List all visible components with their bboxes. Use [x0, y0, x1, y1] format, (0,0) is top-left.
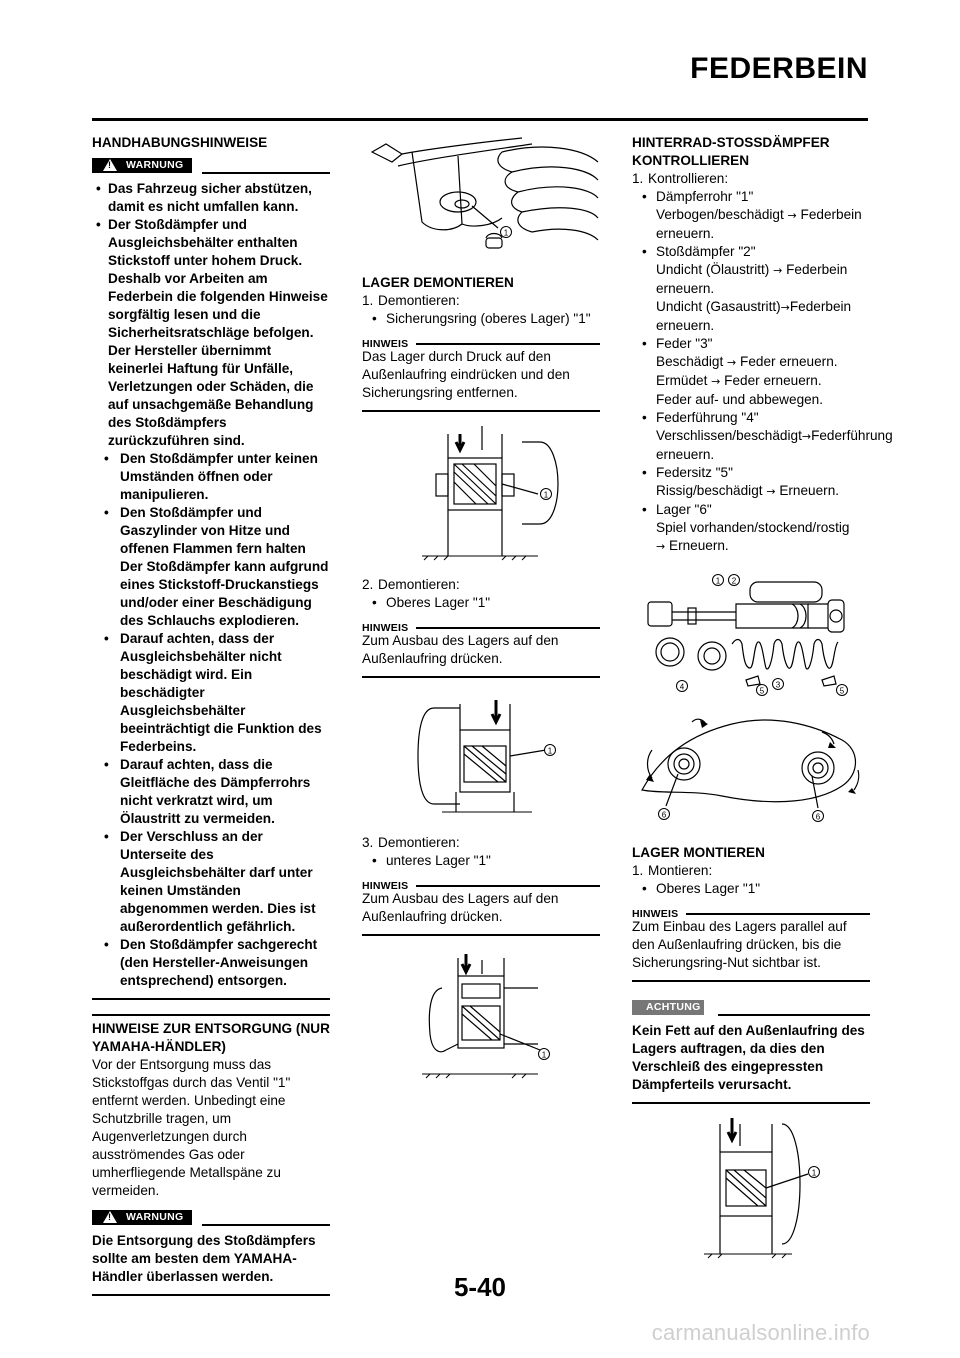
note-end-rule [362, 410, 600, 412]
step-1-item: • Sicherungsring (oberes Lager) "1" [362, 310, 600, 328]
note-end-rule [632, 980, 870, 982]
check-item: • Stoßdämpfer "2" [632, 243, 870, 261]
step-number: 3. [362, 835, 374, 850]
note-bar [362, 876, 600, 890]
page-number: 5-40 [453, 1272, 507, 1302]
disposal-title: HINWEISE ZUR ENTSORGUNG (NUR YAMAHA-HÄNDLER) [92, 1021, 330, 1054]
install-step [632, 862, 870, 880]
warning-label: WARNUNG [126, 1211, 184, 1223]
check-result: → Erneuern. [656, 538, 729, 553]
callout-1: 1 [543, 490, 549, 500]
warning-item: • Das Fahrzeug sicher abstützen, damit es nicht umfallen kann. [92, 180, 330, 216]
callout-6: 6 [661, 810, 667, 820]
check-result: Verbogen/beschädigt → Federbein erneuern. [656, 207, 862, 241]
note-label: HINWEIS [362, 622, 409, 634]
callout-5: 5 [759, 686, 765, 696]
callout-4: 4 [679, 682, 685, 692]
caution-badge [632, 1000, 704, 1015]
callout-3: 3 [775, 680, 781, 690]
callout-6: 6 [815, 812, 821, 822]
note-end-rule [362, 676, 600, 678]
check-result: Rissig/beschädigt → Erneuern. [656, 483, 840, 498]
check-step [632, 170, 870, 188]
right-arrow-icon: → [801, 430, 812, 443]
disposal-text: Vor der Entsorgung muss das Stickstoffgas durch das Ventil "1" entfernt werden. Unbedingt eine Schutzbrille tragen, um Augenverletzungen durch ausströmendes Gas oder umherfliegende Metallspäne zu vermeiden. [92, 1057, 291, 1198]
note-1: Das Lager durch Druck auf den Außenlaufring eindrücken und den Sicherungsring entfernen. [362, 349, 570, 400]
column-3 [632, 132, 893, 1264]
column-2 [362, 132, 600, 1084]
step-number: 1. [362, 293, 374, 308]
bearing-figure-3 [362, 954, 600, 1084]
check-title: HINTERRAD-STOSSDÄMPFER KONTROLLIEREN [632, 135, 830, 168]
check-result: Undicht (Ölaustritt) → Federbein erneuern. [656, 262, 848, 296]
check-item: • Federsitz "5" [632, 464, 870, 482]
callout-1: 1 [541, 1050, 547, 1060]
right-arrow-icon: → [780, 301, 790, 314]
column-1 [92, 132, 330, 1296]
check-item: • Dämpferrohr "1" [632, 188, 870, 206]
check-result: Beschädigt → Feder erneuern. [656, 354, 838, 369]
check-result: Verschlissen/beschädigt→Federführung erneuern. [656, 428, 893, 462]
disposal-section [92, 1014, 330, 1056]
watermark-site: carmanualsonline.info [651, 1320, 870, 1345]
warning-bar [92, 158, 330, 176]
note-bar [362, 618, 600, 632]
right-arrow-icon: → [711, 375, 721, 388]
warning-subitem: • Den Stoßdämpfer sachgerecht (den Hersteller-Anweisungen entsprechend) entsorgen. [92, 936, 330, 990]
step-text: Demontieren: [378, 835, 460, 850]
warning-rule [202, 172, 330, 174]
note-bar [632, 904, 870, 918]
step-3-item: • unteres Lager "1" [362, 852, 600, 870]
callout-1: 1 [811, 1168, 817, 1178]
check-item: • Lager "6" [632, 501, 870, 519]
install-note: Zum Einbau des Lagers parallel auf den Außenlaufring drücken, bis die Sicherungsring-Nut sichtbar ist. [632, 919, 847, 970]
bearing-figure-2 [362, 700, 600, 820]
warning-subitem: • Den Stoßdämpfer unter keinen Umständen öffnen oder manipulieren. [92, 450, 330, 504]
caution-bar [632, 1000, 870, 1018]
caution-text: Kein Fett auf den Außenlaufring des Lagers auftragen, da dies den Verschleiß des eingepressten Dämpferteils verursacht. [632, 1023, 865, 1092]
step-number: 1. [632, 171, 644, 186]
warning-label: WARNUNG [126, 159, 184, 171]
step-text: Demontieren: [378, 293, 460, 308]
install-item: • Oberes Lager "1" [632, 880, 870, 898]
callout-1: 1 [547, 746, 553, 756]
warning-rule [202, 1224, 330, 1226]
check-item: • Federführung "4" [632, 409, 870, 427]
warning-triangle-icon [103, 159, 117, 171]
check-result: Spiel vorhanden/stockend/rostig [656, 520, 850, 535]
warning-subitem: • Der Verschluss an der Unterseite des Ausgleichsbehälter darf unter keinen Umständen abgenommen werden. Dies ist außerordentlich gefährlich. [92, 828, 330, 936]
warning-badge [92, 158, 192, 173]
right-arrow-icon: → [787, 209, 797, 222]
check-result: Ermüdet → Feder erneuern. [656, 373, 822, 388]
check-item: • Feder "3" [632, 335, 870, 353]
note-label: HINWEIS [632, 908, 679, 920]
step-text: Kontrollieren: [648, 171, 729, 186]
warning-subitem: • Darauf achten, dass die Gleitfläche des Dämpferrohrs nicht verkratzt wird, um Ölaustritt zu vermeiden. [92, 756, 330, 828]
note-rule [416, 343, 600, 345]
right-arrow-icon: → [727, 356, 737, 369]
bearing-figure-1 [362, 424, 600, 564]
shock-parts-figure [632, 564, 870, 834]
note-label: HINWEIS [362, 338, 409, 350]
caution-end-rule [632, 1102, 870, 1104]
step-1 [362, 292, 600, 310]
page-title: FEDERBEIN [690, 52, 868, 85]
step-3 [362, 834, 600, 852]
step-2 [362, 576, 600, 594]
step-number: 2. [362, 577, 374, 592]
warning-subitem: • Den Stoßdämpfer und Gaszylinder von Hitze und offenen Flammen fern halten Der Stoßdämpfer kann aufgrund eines Stickstoff-Druckanstiegs und/oder einer Beschädigung des Schlauchs explodieren. [92, 504, 330, 630]
warning-badge-2 [92, 1210, 192, 1225]
note-end-rule [362, 934, 600, 936]
right-arrow-icon: → [766, 485, 776, 498]
warning-bar-2 [92, 1210, 330, 1228]
callout-1: 1 [503, 228, 509, 238]
step-2-item: • Oberes Lager "1" [362, 594, 600, 612]
remove-title: LAGER DEMONTIEREN [362, 275, 514, 290]
bearing-install-figure [632, 1114, 870, 1264]
check-result: Undicht (Gasaustritt)→Federbein erneuern. [656, 299, 852, 333]
warning-subitem: • Darauf achten, dass der Ausgleichsbehälter nicht beschädigt wird. Ein beschädigter Ausgleichsbehälter beeinträchtigt die Funktion des Federbeins. [92, 630, 330, 756]
warning2-text: Die Entsorgung des Stoßdämpfers sollte am besten dem YAMAHA-Händler überlassen werden. [92, 1233, 316, 1284]
callout-1: 1 [715, 576, 721, 586]
note-2: Zum Ausbau des Lagers auf den Außenlaufring drücken. [362, 633, 559, 666]
step-text: Montieren: [648, 863, 713, 878]
note-rule [416, 885, 600, 887]
note-label: HINWEIS [362, 880, 409, 892]
right-arrow-icon: → [773, 264, 783, 277]
check-result: Feder auf- und abbewegen. [656, 392, 824, 407]
note-rule [686, 913, 870, 915]
header-rule [92, 118, 868, 121]
callout-2: 2 [731, 576, 737, 586]
caution-rule [718, 1014, 870, 1016]
warning-item: • Der Stoßdämpfer und Ausgleichsbehälter enthalten Stickstoff unter hohem Druck. Deshalb vor Arbeiten am Federbein die folgenden Hinweise sorgfältig lesen und die Sicherheitsratschläge befolgen. Der Hersteller übernimmt keinerlei Haftung für Unfälle, Verletzungen oder Schäden, die auf unsachgemäße Behandlung des Stoßdämpfers zurückzuführen sind. [92, 216, 330, 450]
callout-5: 5 [839, 686, 845, 696]
note-rule [416, 627, 600, 629]
handling-title: HANDHABUNGSHINWEISE [92, 135, 268, 150]
note-3: Zum Ausbau des Lagers auf den Außenlaufring drücken. [362, 891, 559, 924]
warning-triangle-icon [103, 1211, 117, 1223]
install-title: LAGER MONTIEREN [632, 845, 765, 860]
note-bar [362, 334, 600, 348]
step-text: Demontieren: [378, 577, 460, 592]
step-number: 1. [632, 863, 644, 878]
right-arrow-icon: → [656, 540, 666, 553]
warning-end-rule [92, 998, 330, 1000]
caution-label: ACHTUNG [646, 1001, 701, 1013]
shock-absorber-valve-figure [362, 132, 600, 260]
